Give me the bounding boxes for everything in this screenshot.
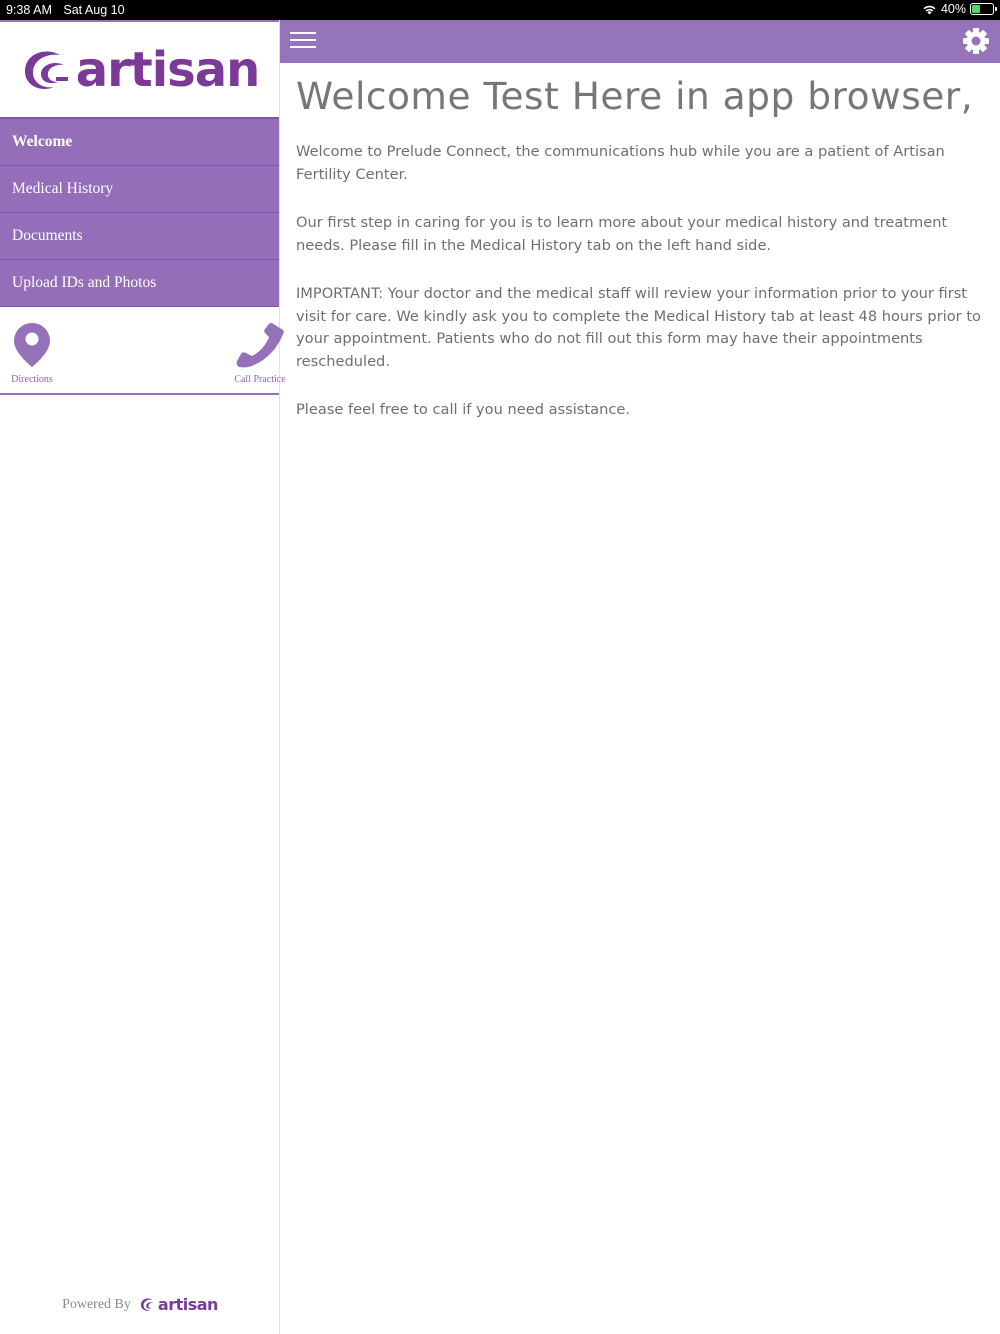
powered-by-logo-text: artisan (157, 1295, 218, 1314)
artisan-swirl-icon (20, 47, 70, 93)
quick-links (0, 307, 286, 395)
status-time: 9:38 AM (6, 3, 52, 17)
main-content (296, 63, 986, 422)
sidebar-item-label: Upload IDs and Photos (12, 274, 157, 291)
powered-by-text: Powered By (62, 1296, 131, 1312)
map-pin-icon (12, 321, 52, 369)
sidebar-item-medical-history[interactable] (0, 166, 279, 213)
battery-percent: 40% (940, 2, 966, 16)
important-paragraph: IMPORTANT: Your doctor and the medical staff will review your information prior to your first visit for care. We kindly ask you to complete the Medical History tab at least 48 hours prior to your appointment. Patients who do not fill out this form may have their appointments rescheduled. (296, 285, 981, 370)
sidebar-item-welcome[interactable] (0, 119, 279, 166)
artisan-swirl-icon (139, 1297, 156, 1312)
sidebar-nav (0, 117, 279, 307)
sidebar-item-label: Documents (12, 227, 83, 244)
wifi-icon (922, 4, 937, 15)
directions-label: Directions (11, 374, 53, 385)
battery-level (972, 5, 980, 13)
top-bar (280, 20, 1000, 63)
directions-button[interactable] (10, 321, 54, 385)
powered-by-logo (139, 1295, 218, 1314)
logo-text: artisan (75, 41, 260, 98)
phone-icon (234, 321, 286, 369)
sidebar-item-upload-ids[interactable] (0, 260, 279, 307)
gear-icon[interactable] (962, 27, 990, 55)
status-date: Sat Aug 10 (63, 3, 125, 17)
first-step-paragraph: Our first step in caring for you is to learn more about your medical history and treatment needs. Please fill in the Medical History tab on the left hand side. (296, 214, 948, 254)
call-practice-label: Call Practice (234, 374, 286, 385)
sidebar (0, 20, 286, 1334)
sidebar-item-label: Welcome (12, 133, 73, 150)
sidebar-item-label: Medical History (12, 180, 114, 197)
battery-icon (970, 3, 994, 15)
status-bar (0, 0, 1000, 20)
powered-by (0, 1295, 280, 1314)
assistance-paragraph: Please feel free to call if you need assistance. (296, 401, 630, 418)
welcome-paragraph: Welcome to Prelude Connect, the communications hub while you are a patient of Artisan Fertility Center. (296, 143, 945, 183)
sidebar-item-documents[interactable] (0, 213, 279, 260)
hamburger-icon[interactable] (290, 32, 316, 50)
page-title: Welcome Test Here in app browser, (296, 74, 974, 118)
call-practice-button[interactable] (230, 321, 290, 385)
brand-logo (0, 20, 279, 117)
